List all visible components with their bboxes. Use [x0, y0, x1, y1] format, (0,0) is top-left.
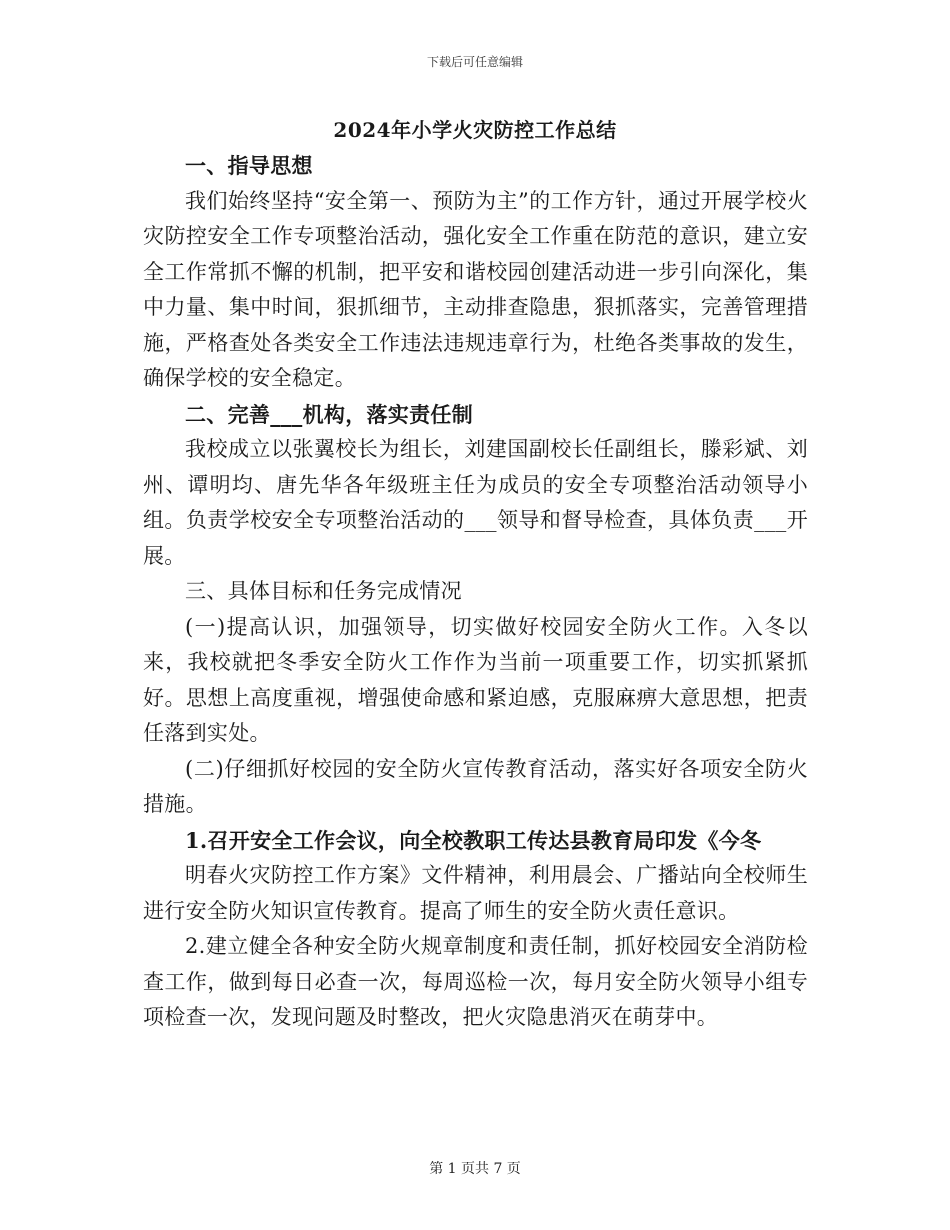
paragraph-item-1: (一)提高认识，加强领导，切实做好校园安全防火工作。入冬以来，我校就把冬季安全防火工作作为当前一项重要工作，切实抓紧抓好。思想上高度重视，增强使命感和紧迫感，克服麻痹大意思想，把责任落到实处。 [143, 614, 808, 745]
paragraph-subitem-2: 2.建立健全各种安全防火规章制度和责任制，抓好校园安全消防检查工作，做到每日必查一次，每周巡检一次，每月安全防火领导小组专项检查一次，发现问题及时整改，把火灾隐患消灭在萌芽中。 [143, 934, 808, 1029]
page-number: 第 1 页共 7 页 [429, 1161, 521, 1177]
paragraph-organization: 我校成立以张翼校长为组长，刘建国副校长任副组长，滕彩斌、刘州、谭明均、唐先华各年级班主任为成员的安全专项整治活动领导小组。负责学校安全专项整治活动的___领导和督导检查，具体负责___开展。 [143, 437, 808, 568]
section-heading-2: 二、完善___机构，落实责任制 [185, 401, 473, 427]
document-title: 2024年小学火灾防控工作总结 [333, 118, 617, 142]
document-body [143, 148, 808, 1036]
paragraph-subitem-1-body: 明春火灾防控工作方案》文件精神，利用晨会、广播站向全校师生进行安全防火知识宣传教育。提高了师生的安全防火责任意识。 [143, 863, 808, 923]
paragraph-item-2: (二)仔细抓好校园的安全防火宣传教育活动，落实好各项安全防火措施。 [143, 756, 808, 816]
header-note: 下载后可任意编辑 [426, 55, 523, 69]
section-heading-1: 一、指导思想 [185, 153, 313, 178]
paragraph-subitem-1-lead: 1.召开安全工作会议，向全校教职工传达县教育局印发《今冬 [185, 827, 762, 853]
paragraph-guiding-thought: 我们始终坚持“安全第一、预防为主”的工作方针，通过开展学校火灾防控安全工作专项整治活动，强化安全工作重在防范的意识，建立安全工作常抓不懈的机制，把平安和谐校园创建活动进一步引向深化，集中力量、集中时间，狠抓细节，主动排查隐患，狠抓落实，完善管理措施，严格查处各类安全工作违法违规违章行为，杜绝各类事故的发生，确保学校的安全稳定。 [143, 188, 808, 390]
section-heading-3: 三、具体目标和任务完成情况 [185, 579, 462, 603]
